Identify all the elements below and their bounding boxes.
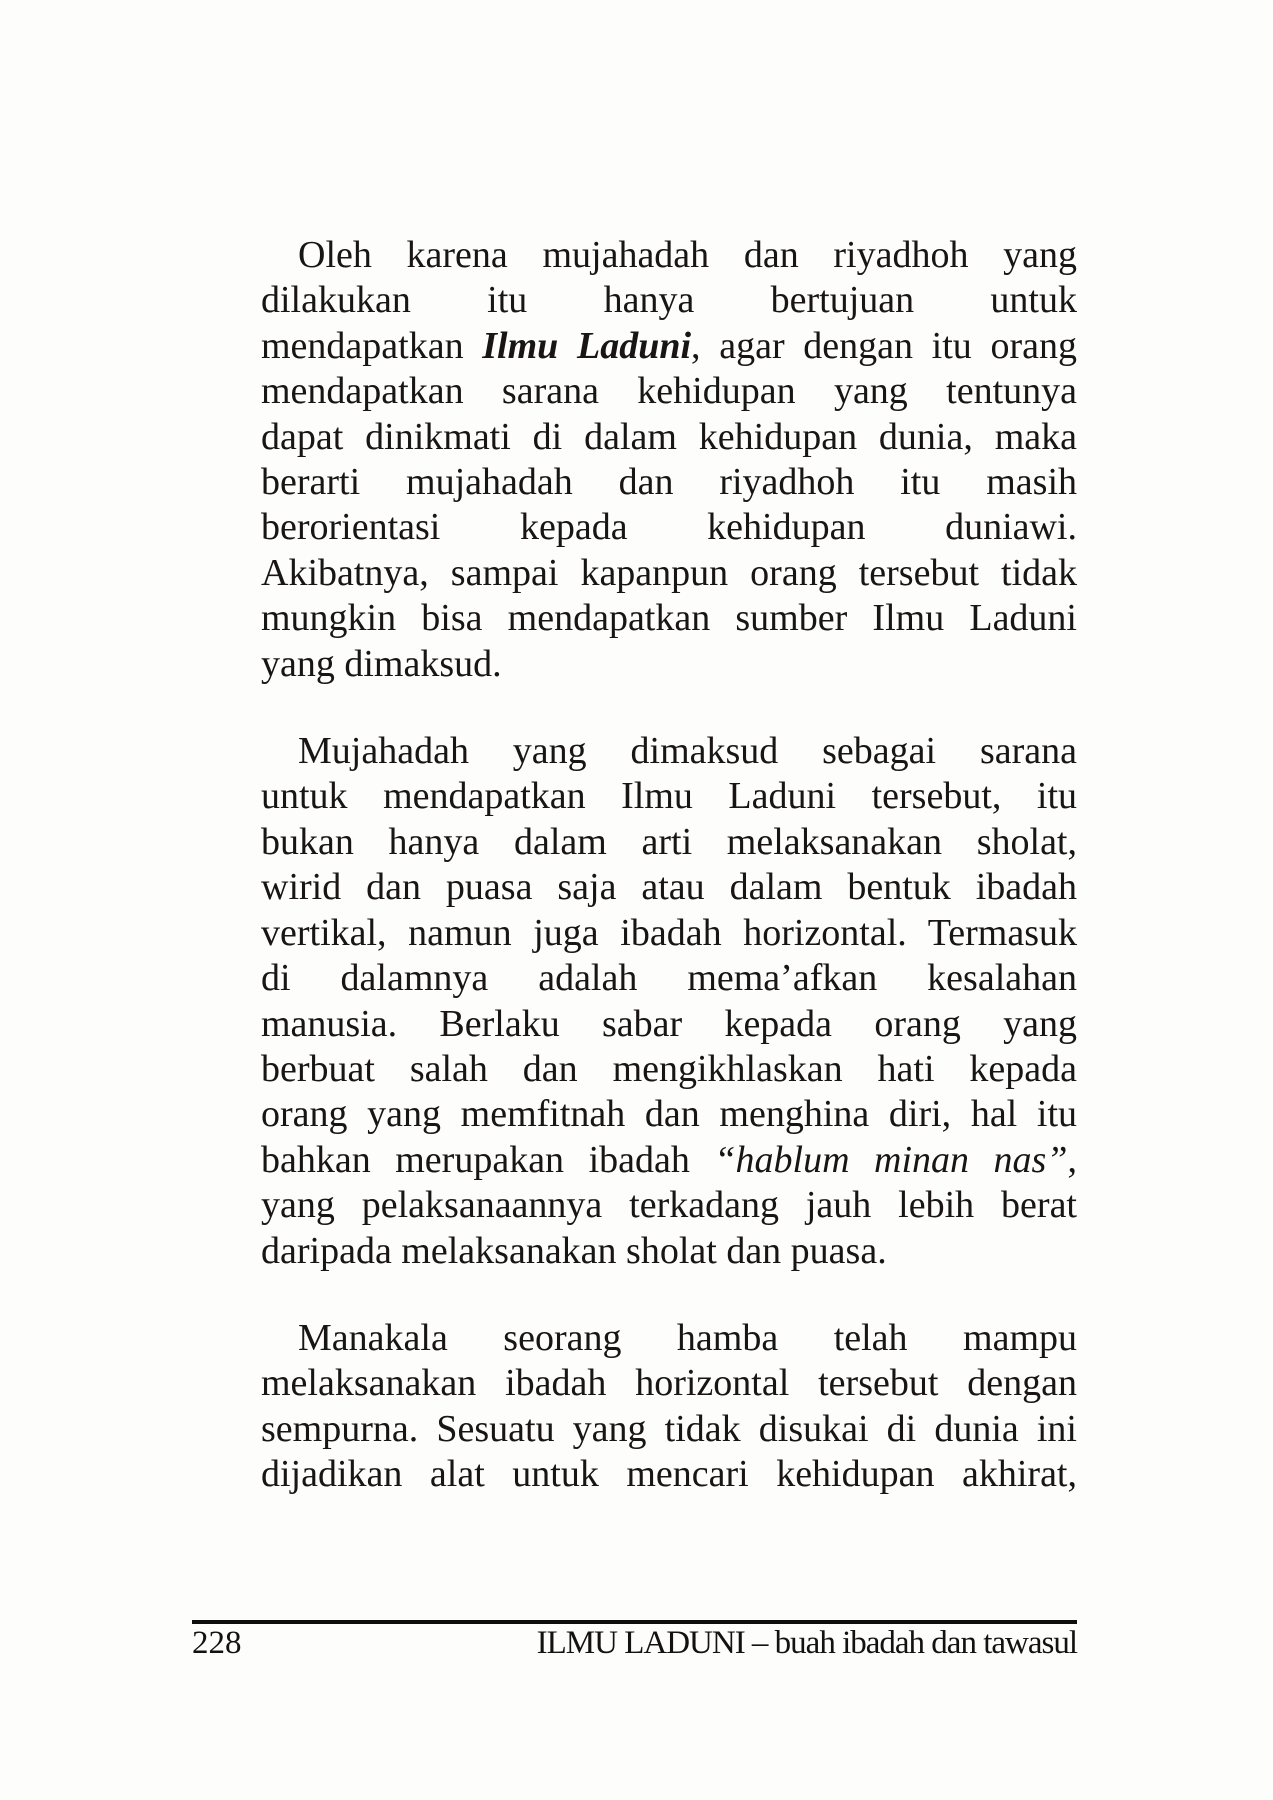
text-segment: , (1067, 1138, 1077, 1181)
text-line (261, 956, 1077, 1001)
text-line (261, 729, 1077, 774)
text-line (261, 1183, 1077, 1228)
text-segment: mungkin bisa mendapatkan sumber Ilmu Laduni (261, 597, 1077, 640)
text-line (261, 1407, 1077, 1452)
page-number: 228 (192, 1625, 242, 1661)
text-line (261, 415, 1077, 460)
text-segment: yang dimaksud. (261, 642, 502, 685)
text-segment: melaksanakan ibadah horizontal tersebut dengan (261, 1362, 1077, 1405)
text-line (261, 505, 1077, 550)
text-line (261, 820, 1077, 865)
text-segment: untuk mendapatkan Ilmu Laduni tersebut, itu (261, 775, 1077, 818)
text-line (261, 460, 1077, 505)
text-line (261, 642, 1077, 687)
text-line (261, 551, 1077, 596)
text-segment: di dalamnya adalah mema’afkan kesalahan (261, 957, 1077, 1000)
text-segment: , agar dengan itu orang (691, 324, 1077, 367)
text-segment: Akibatnya, sampai kapanpun orang tersebut tidak (261, 551, 1077, 594)
text-segment: bukan hanya dalam arti melaksanakan sholat, (261, 820, 1077, 863)
page-footer (192, 1624, 1077, 1662)
text-segment: orang yang memfitnah dan menghina diri, hal itu (261, 1093, 1077, 1136)
text-segment: Manakala seorang hamba telah mampu (298, 1316, 1077, 1359)
body-text (261, 233, 1077, 1498)
text-segment: berbuat salah dan mengikhlaskan hati kepada (261, 1047, 1077, 1090)
text-line (261, 1361, 1077, 1406)
text-segment: berorientasi kepada kehidupan duniawi. (261, 506, 1077, 549)
text-segment: manusia. Berlaku sabar kepada orang yang (261, 1002, 1077, 1045)
text-line (261, 1138, 1077, 1183)
text-line (261, 774, 1077, 819)
text-segment: Oleh karena mujahadah dan riyadhoh yang (298, 234, 1077, 276)
text-segment: vertikal, namun juga ibadah horizontal. Termasuk (261, 911, 1077, 954)
text-line (261, 1452, 1077, 1497)
text-segment: Mujahadah yang dimaksud sebagai sarana (298, 730, 1077, 773)
text-line (261, 596, 1077, 641)
emphasized-text: “hablum minan nas” (714, 1138, 1068, 1181)
text-line (261, 324, 1077, 369)
text-segment: dilakukan itu hanya bertujuan untuk (261, 279, 1077, 322)
text-segment: yang pelaksanaannya terkadang jauh lebih berat (261, 1184, 1077, 1227)
paragraph (261, 233, 1077, 687)
paragraph (261, 1316, 1077, 1498)
text-line (261, 1047, 1077, 1092)
text-line (261, 1002, 1077, 1047)
text-segment: mendapatkan (261, 324, 483, 367)
text-segment: dapat dinikmati di dalam kehidupan dunia, maka (261, 415, 1077, 458)
text-line (261, 865, 1077, 910)
text-segment: dijadikan alat untuk mencari kehidupan akhirat, (261, 1453, 1077, 1496)
emphasized-text: Ilmu Laduni (482, 324, 692, 367)
text-segment: bahkan merupakan ibadah (261, 1138, 715, 1181)
paragraph (261, 729, 1077, 1274)
text-line (261, 233, 1077, 278)
text-segment: sempurna. Sesuatu yang tidak disukai di dunia ini (261, 1407, 1077, 1450)
running-title: ILMU LADUNI – buah ibadah dan tawasul (536, 1625, 1077, 1661)
text-segment: mendapatkan sarana kehidupan yang tentunya (261, 370, 1077, 413)
text-segment: berarti mujahadah dan riyadhoh itu masih (261, 461, 1077, 504)
text-line (261, 1229, 1077, 1274)
text-line (261, 1316, 1077, 1361)
text-line (261, 278, 1077, 323)
text-line (261, 369, 1077, 414)
text-segment: daripada melaksanakan sholat dan puasa. (261, 1229, 887, 1272)
text-line (261, 911, 1077, 956)
text-line (261, 1092, 1077, 1137)
text-segment: wirid dan puasa saja atau dalam bentuk ibadah (261, 866, 1077, 909)
